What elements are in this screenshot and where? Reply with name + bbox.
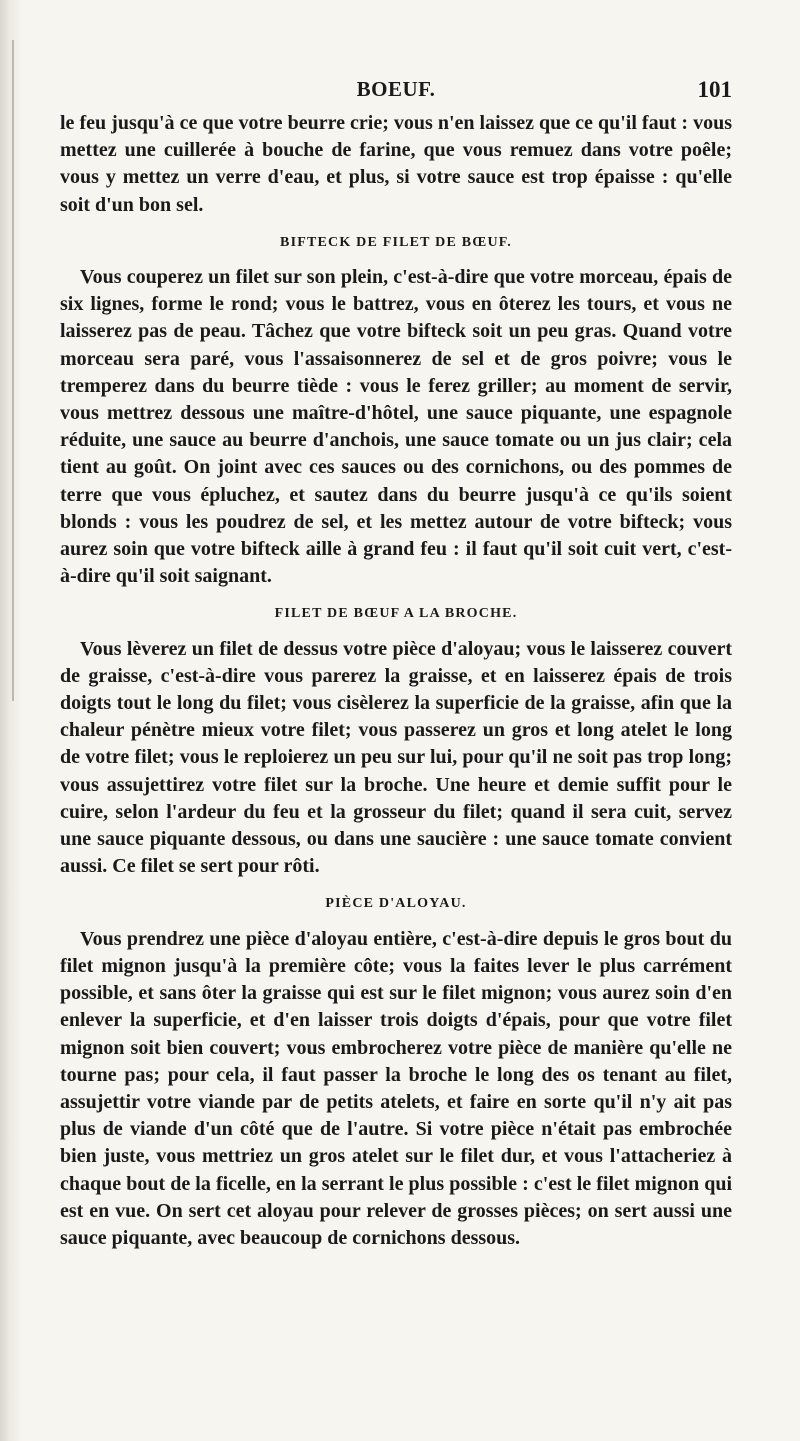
- section-heading-filet-broche: FILET DE BŒUF A LA BROCHE.: [274, 606, 518, 622]
- paragraph-continued: le feu jusqu'à ce que votre beurre crie; vous n'en laissez que ce qu'il faut : vous mettez une cuillerée à bouche de farine, que vous remuez dans votre poêle; vous y mettez un verre d'eau, et plus, si votre sauce est trop épaisse : qu'elle soit d'un bon sel.: [60, 112, 732, 216]
- page-gutter: [0, 0, 22, 1441]
- paragraph-aloyau: Vous prendrez une pièce d'aloyau entière, c'est-à-dire depuis le gros bout du filet mignon jusqu'à la première côte; vous la faites lever le plus carrément possible, et sans ôter la graisse qui est sur le filet mignon; vous aurez soin d'en enlever la superficie, et d'en laisser trois doigts d'épais, pour que votre filet mignon soit bien couvert; vous embrocherez votre pièce de manière qu'elle ne tourne pas; pour cela, il faut passer la broche le long des os tenant au filet, assujettir votre viande par de petits atelets, et faire en sorte qu'il n'y ait pas plus de viande d'un côté que de l'autre. Si votre pièce n'était pas embrochée bien juste, vous mettriez un gros atelet sur le filet dur, et vous l'attacheriez à chaque bout de la ficelle, en la serrant le plus possible : c'est le filet mignon qui est en vue. On sert cet aloyau pour relever de grosses pièces; on sert aussi une sauce piquante, avec beaucoup de cornichons dessous.: [60, 927, 732, 1249]
- page-number: 101: [697, 77, 732, 102]
- book-page: [60, 76, 732, 1252]
- section-heading-bifteck: BIFTECK DE FILET DE BŒUF.: [280, 234, 512, 250]
- section-heading-aloyau: PIÈCE D'ALOYAU.: [325, 896, 467, 912]
- paragraph-filet-broche: Vous lèverez un filet de dessus votre pièce d'aloyau; vous le laisserez couvert de graisse, c'est-à-dire vous parerez la graisse, et en laisserez épais de trois doigts tout le long du filet; vous cisèlerez la superficie de la graisse, afin que la chaleur pénètre mieux votre filet; vous passerez un gros et long atelet le long de votre filet; vous le reploierez un peu sur lui, pour qu'il ne soit pas trop long; vous assujettirez votre filet sur la broche. Une heure et demie suffit pour le cuire, selon l'ardeur du feu et la grosseur du filet; quand il sera cuit, servez une sauce piquante dessous, ou dans une saucière : une sauce tomate convient aussi. Ce filet se sert pour rôti.: [60, 637, 732, 878]
- paragraph-bifteck: Vous couperez un filet sur son plein, c'est-à-dire que votre morceau, épais de six lignes, forme le rond; vous le battrez, vous en ôterez les tours, et vous ne laisserez pas de peau. Tâchez que votre bifteck soit un peu gras. Quand votre morceau sera paré, vous l'assaisonnerez de sel et de gros poivre; vous le tremperez dans du beurre tiède : vous le ferez griller; au moment de servir, vous mettrez dessous une maître-d'hôtel, une sauce piquante, une espagnole réduite, une sauce au beurre d'anchois, une sauce tomate ou un jus clair; cela tient au goût. On joint avec ces sauces ou des cornichons, ou des pommes de terre que vous épluchez, et sautez dans du beurre jusqu'à ce qu'ils soient blonds : vous les poudrez de sel, et les mettez autour de votre bifteck; vous aurez soin que votre bifteck aille à grand feu : il faut qu'il soit cuit vert, c'est-à-dire qu'il soit saignant.: [60, 266, 732, 588]
- running-title: BOEUF.: [356, 77, 436, 101]
- binding-line: [12, 40, 14, 701]
- running-header: [60, 76, 732, 110]
